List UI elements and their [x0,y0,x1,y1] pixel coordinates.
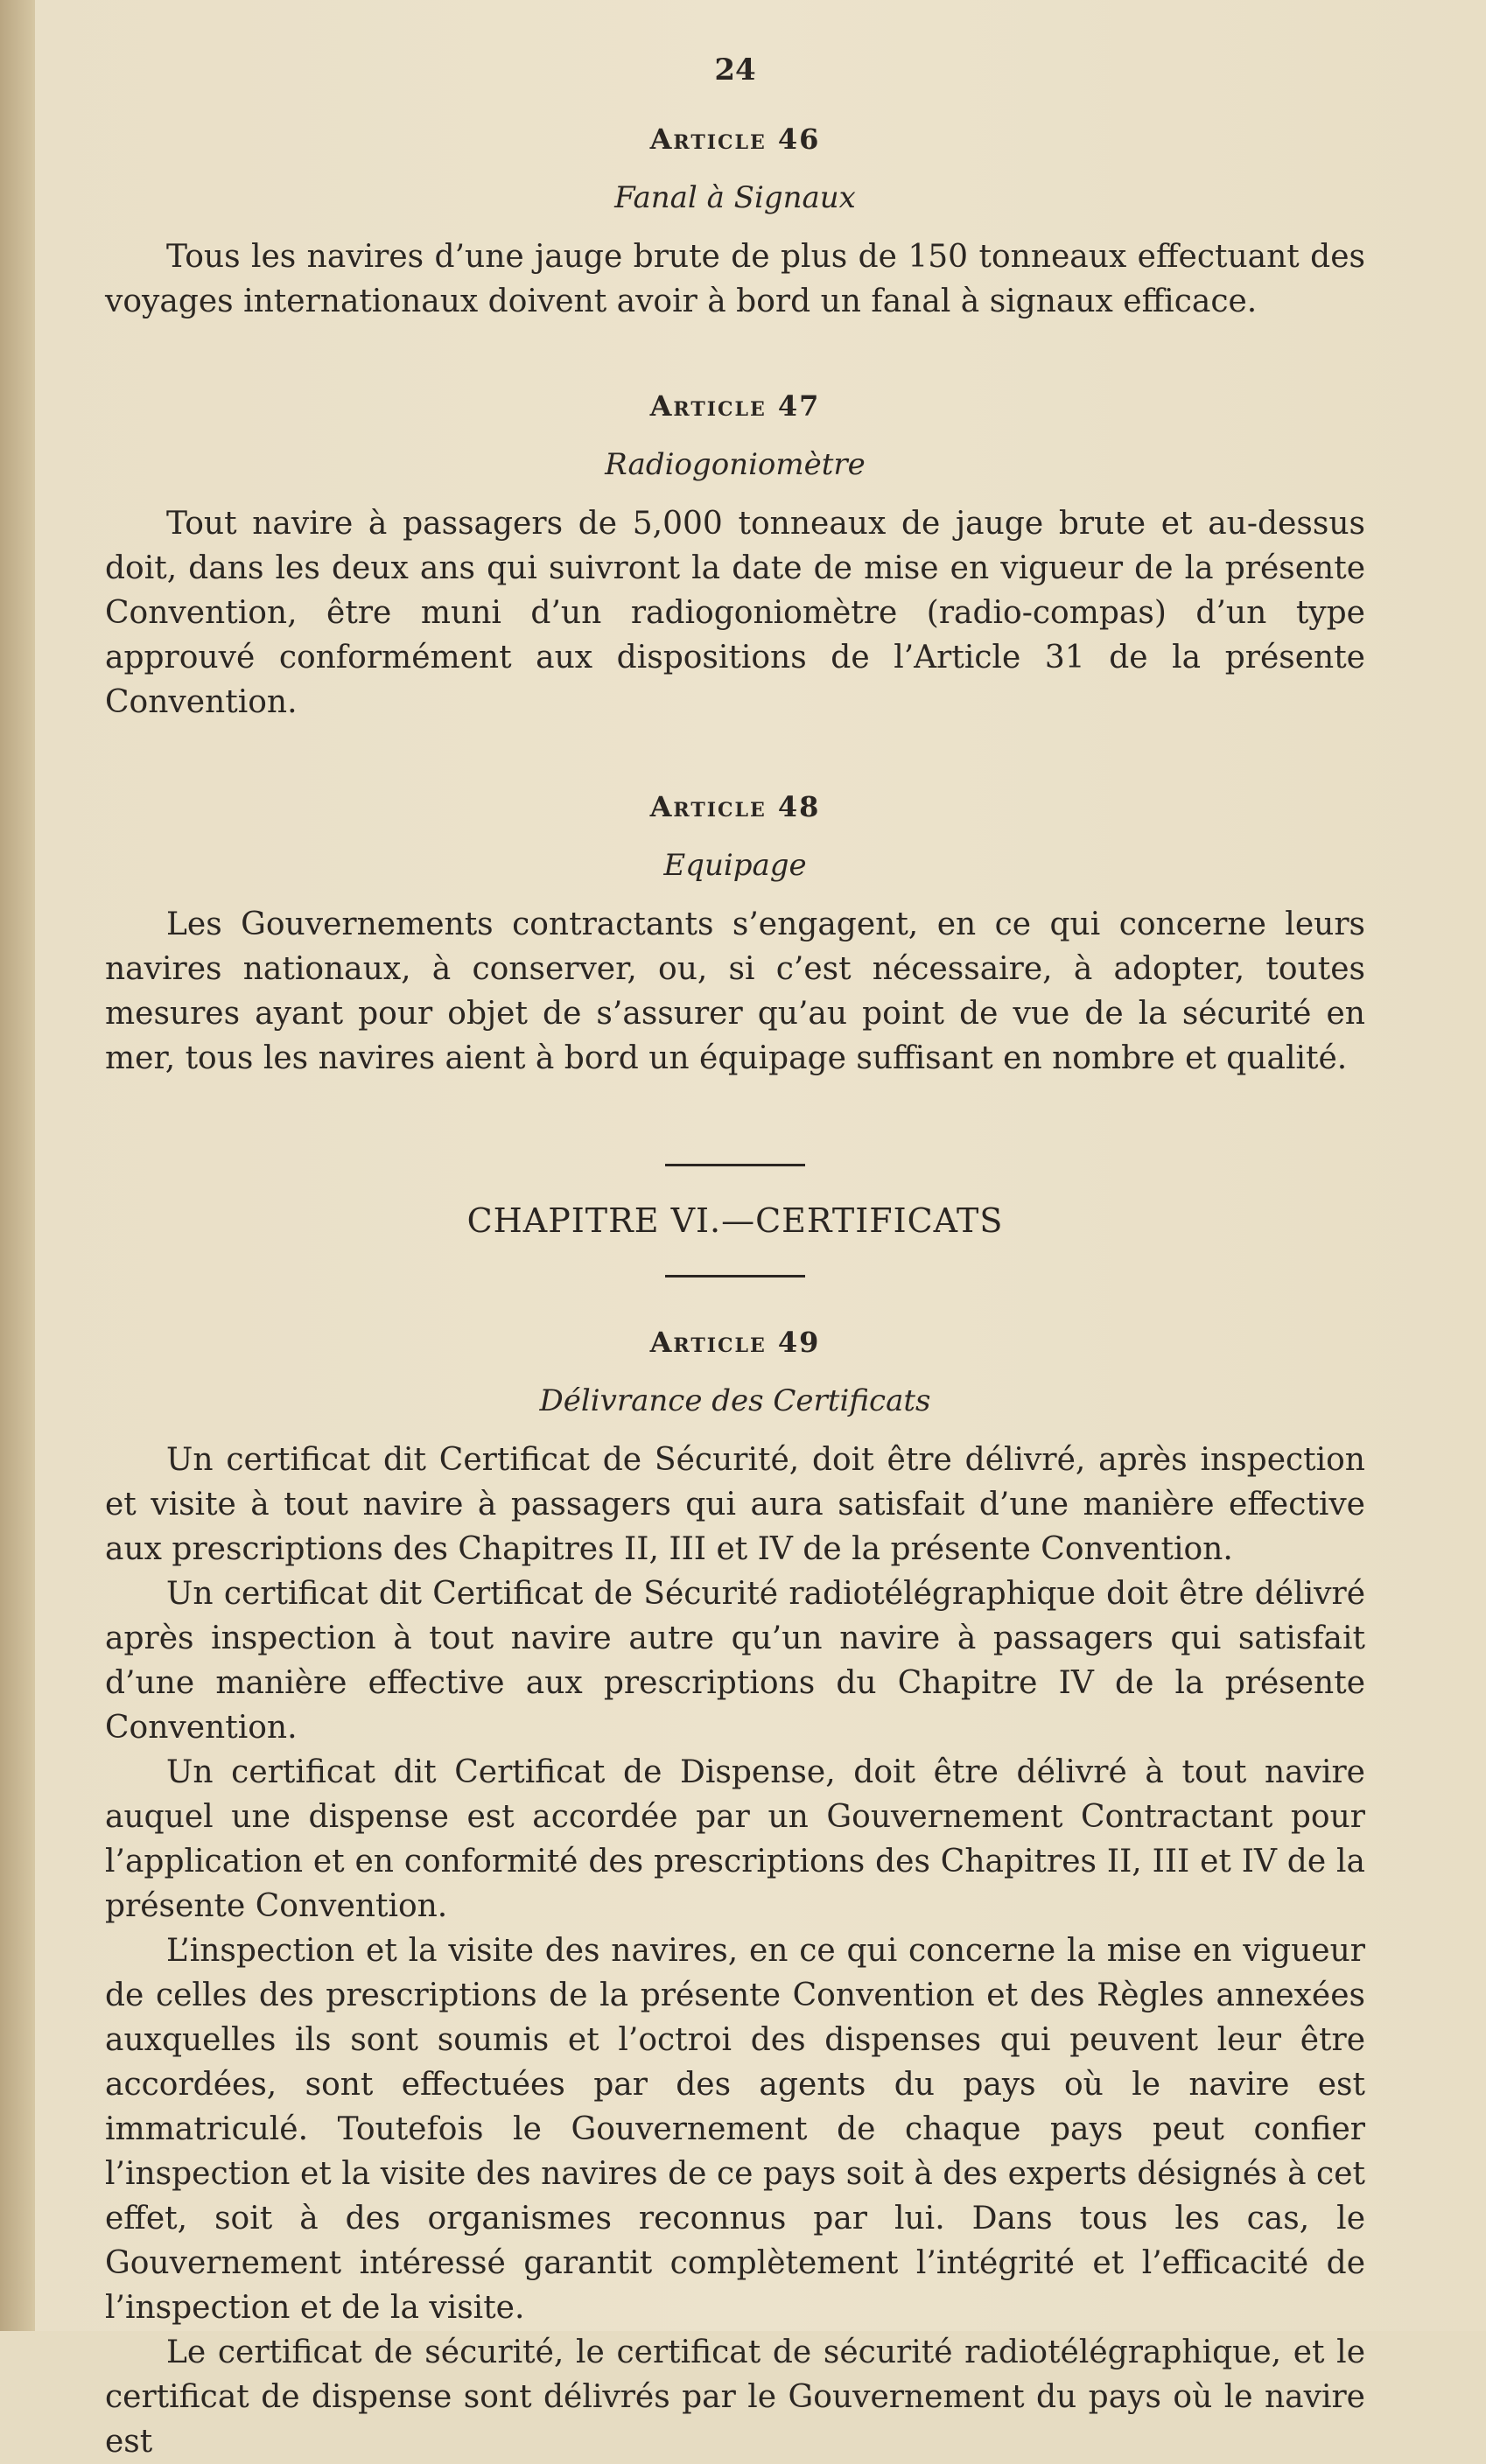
article-47 [105,389,1365,724]
article-paragraph: Un certificat dit Certificat de Dispense, doit être délivré à tout navire auquel une dispense est accordée par un Gouvernement Contractant pour l’application et en conformité des prescriptions des Chapitres II, III et IV de la présente Convention. [105,1754,1365,1924]
chapter-title: CHAPITRE VI.—CERTIFICATS [466,1201,1004,1240]
article-49 [105,1326,1365,2464]
spacer [105,324,1365,389]
article-title: Délivrance des Certificats [539,1383,931,1418]
article-title: Radiogoniomètre [605,447,866,482]
binding-gutter [0,0,35,2331]
article-heading: Article 46 [649,122,821,156]
article-paragraph: Un certificat dit Certificat de Sécurité radiotélégraphique doit être délivré après inspection à tout navire autre qu’un navire à passagers qui satisfait d’une manière effective aux prescriptions du Chapitre IV de la présente Convention. [105,1576,1365,1746]
article-paragraph: Tout navire à passagers de 5,000 tonneaux de jauge brute et au-dessus doit, dans les deux ans qui suivront la date de mise en vigueur de la présente Convention, être muni d’un radiogoniomètre (radio-compas) d’un type approuvé conformément aux dispositions de l’Article 31 de la présente Convention. [105,506,1365,720]
article-title: Equipage [663,848,807,883]
article-paragraph: Le certificat de sécurité, le certificat de sécurité radiotélégraphique, et le certificat de dispense sont délivrés par le Gouvernement du pays où le navire est [105,2334,1365,2460]
article-paragraph: L’inspection et la visite des navires, en ce qui concerne la mise en vigueur de celles des prescriptions de la présente Convention et des Règles annexées auxquelles ils sont soumis et l’octroi des dispenses qui peuvent leur être accordées, sont effectuées par des agents du pays où le navire est immatriculé. Toutefois le Gouvernement de chaque pays peut confier l’inspection et la visite des navires de ce pays soit à des experts désignés à cet effet, soit à des organismes reconnus par lui. Dans tous les cas, le Gouvernement intéressé garantit complètement l’intégrité et l’efficacité de l’inspection et de la visite. [105,1933,1365,2326]
article-heading: Article 48 [649,790,821,823]
divider-rule [665,1164,805,1166]
spacer [105,724,1365,790]
article-heading: Article 47 [649,389,821,423]
article-paragraph: Un certificat dit Certificat de Sécurité, doit être délivré, après inspection et visite à tout navire à passagers qui aura satisfait d’une manière effective aux prescriptions des Chapitres II, III et IV de la présente Convention. [105,1442,1365,1567]
page-number: 24 [714,52,756,88]
document-body [105,52,1365,2464]
article-heading: Article 49 [649,1326,821,1359]
article-title: Fanal à Signaux [614,180,856,215]
article-paragraph: Tous les navires d’une jauge brute de plus de 150 tonneaux effectuant des voyages internationaux doivent avoir à bord un fanal à signaux efficace. [105,239,1365,319]
article-paragraph: Les Gouvernements contractants s’engagent, en ce qui concerne leurs navires nationaux, à conserver, ou, si c’est nécessaire, à adopter, toutes mesures ayant pour objet de s’assurer qu’au point de vue de la sécurité en mer, tous les navires aient à bord un équipage suffisant en nombre et qualité. [105,906,1365,1076]
article-46 [105,122,1365,324]
article-48 [105,790,1365,1081]
